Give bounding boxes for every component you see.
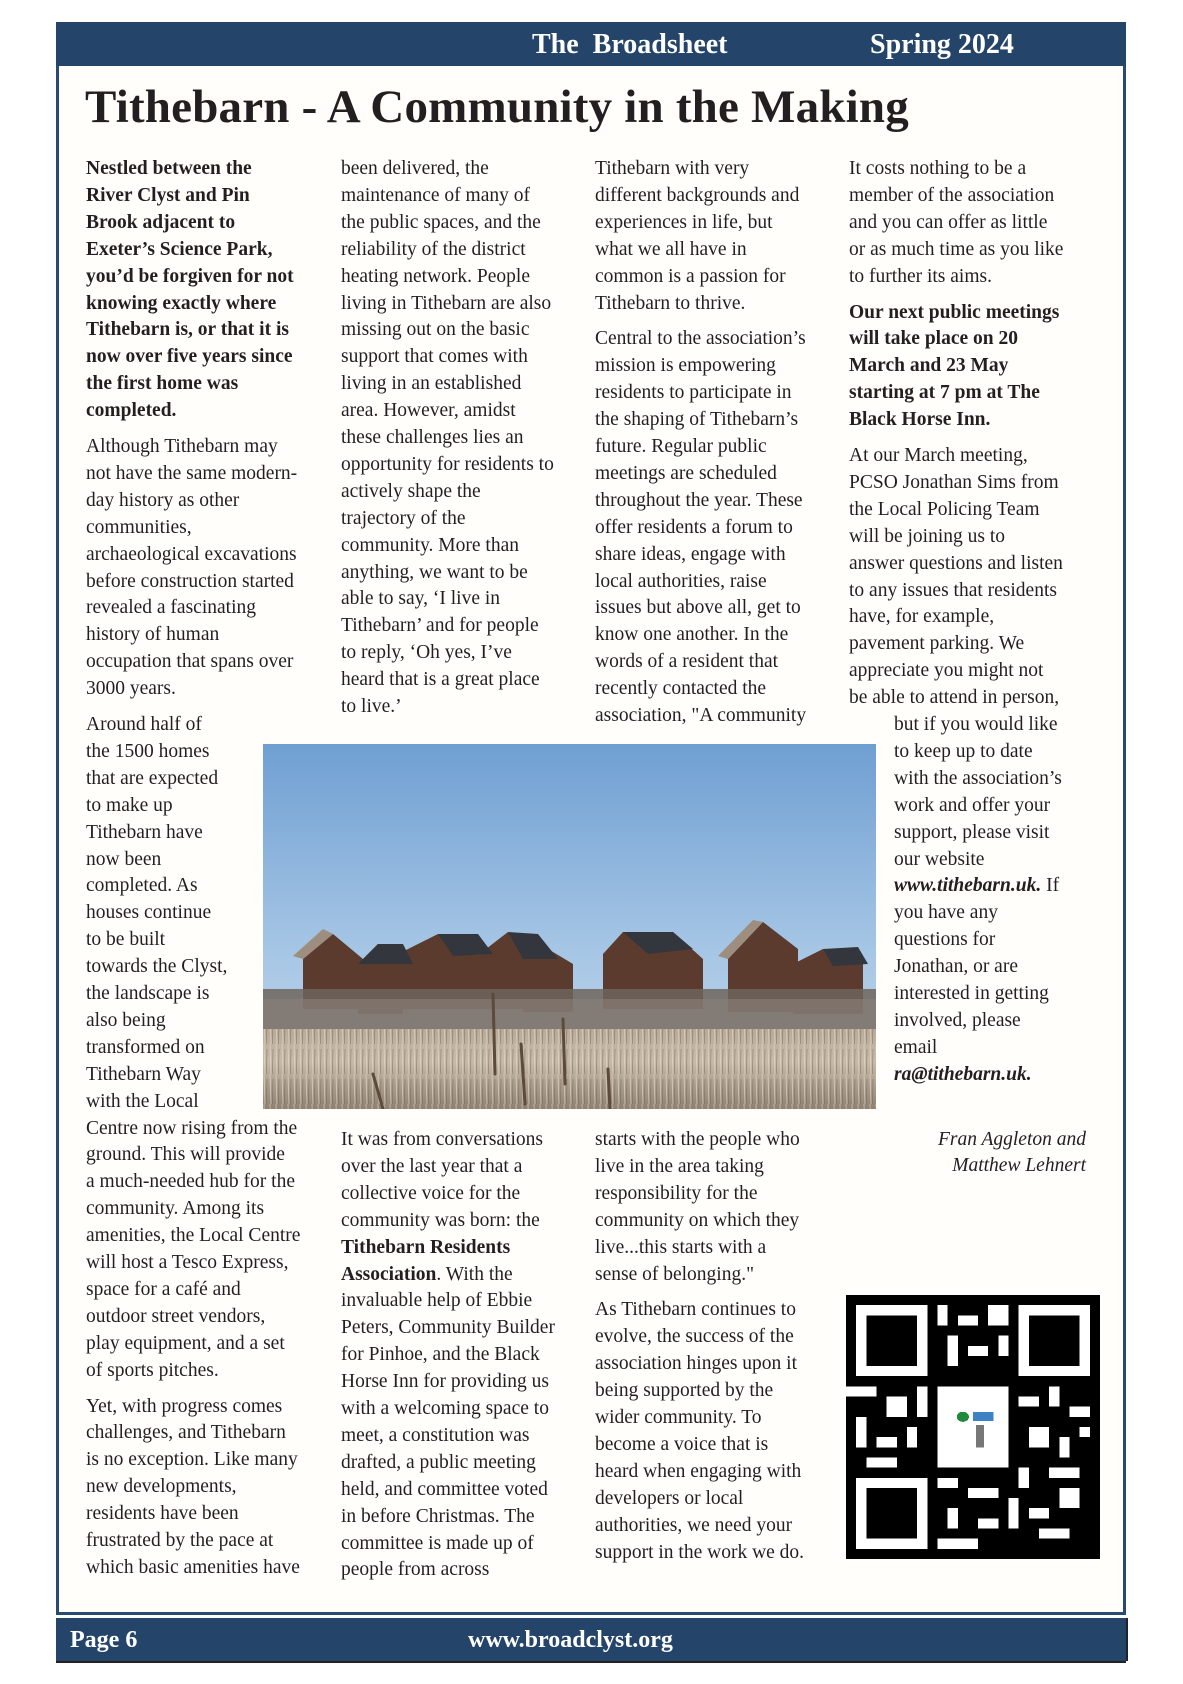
- text-line: will host a Tesco Express,: [86, 1252, 289, 1273]
- text-line: different backgrounds and: [595, 184, 800, 206]
- text-line: support in the work we do.: [595, 1541, 805, 1563]
- text-line: Tithebarn Way: [86, 1063, 201, 1085]
- text-line: Black Horse Inn.: [849, 409, 991, 431]
- text-line: starts with the people who: [595, 1129, 800, 1150]
- text-line: our website: [894, 848, 985, 870]
- text-line: know one another. In the: [595, 624, 789, 646]
- text-line: challenges, and Tithebarn: [86, 1422, 286, 1444]
- text-line: will be joining us to: [849, 525, 1005, 547]
- text-line: work and offer your: [894, 794, 1051, 816]
- text-line: community. Among its: [86, 1198, 265, 1220]
- text-line: frustrated by the pace at: [86, 1530, 274, 1551]
- text-line: Nestled between the: [86, 158, 252, 179]
- text-line: appreciate you might not: [849, 660, 1044, 682]
- text-line: to make up: [86, 794, 173, 816]
- text-line: space for a café and: [86, 1278, 241, 1300]
- text-line: to live.’: [341, 696, 402, 717]
- text-line: the shaping of Tithebarn’s: [595, 409, 799, 431]
- text-line: interested in getting: [894, 983, 1049, 1004]
- text-line: Centre now rising from the: [86, 1117, 298, 1139]
- page-number: Page 6: [70, 1627, 138, 1653]
- text-line: share ideas, engage with: [595, 543, 786, 565]
- text-line: mission is empowering: [595, 355, 776, 377]
- publication-name: The Broadsheet: [532, 29, 728, 60]
- text-line: become a voice that is: [595, 1433, 769, 1455]
- text-line: Tithebarn’ and for people: [341, 615, 539, 637]
- text-line: pavement parking. We: [849, 633, 1025, 655]
- text-line: to reply, ‘Oh yes, I’ve: [341, 642, 512, 664]
- text-line: the first home was: [86, 373, 239, 395]
- text-line: with the association’s: [894, 767, 1062, 789]
- text-line: what we all have in: [595, 238, 747, 260]
- text-line[interactable]: www.tithebarn.uk. If: [894, 875, 1060, 897]
- text-line: over the last year that a: [341, 1155, 523, 1177]
- text-line: missing out on the basic: [341, 319, 530, 341]
- text-line: meet, a constitution was: [341, 1424, 530, 1446]
- text-line: community was born: the: [341, 1209, 540, 1231]
- text-line: day history as other: [86, 489, 240, 511]
- text-line: area. However, amidst: [341, 400, 516, 422]
- text-line: wider community. To: [595, 1407, 762, 1428]
- text-line: experiences in life, but: [595, 211, 773, 233]
- text-line: association, "A community: [595, 705, 807, 726]
- text-line: answer questions and listen: [849, 552, 1063, 574]
- text-line: Although Tithebarn may: [86, 436, 278, 457]
- text-line: offer residents a forum to: [595, 516, 793, 538]
- text-line: occupation that spans over: [86, 651, 294, 673]
- text-line: heard when engaging with: [595, 1460, 802, 1482]
- text-line[interactable]: ra@tithebarn.uk.: [894, 1063, 1032, 1085]
- text-line: trajectory of the: [341, 507, 466, 529]
- text-line: is no exception. Like many: [86, 1449, 298, 1471]
- text-line: heating network. People: [341, 265, 530, 287]
- text-line: community on which they: [595, 1209, 800, 1231]
- text-line: developers or local: [595, 1487, 744, 1509]
- text-line: not have the same modern-: [86, 462, 298, 484]
- text-line: amenities, the Local Centre: [86, 1225, 301, 1247]
- text-line: responsibility for the: [595, 1182, 758, 1204]
- text-line: live...this starts with a: [595, 1236, 767, 1258]
- text-line: Tithebarn Residents: [341, 1236, 511, 1258]
- text-line: and you can offer as little: [849, 211, 1048, 233]
- text-line: support that comes with: [341, 346, 528, 368]
- text-line: reliability of the district: [341, 238, 526, 260]
- text-line: email: [894, 1036, 938, 1058]
- text-line: the public spaces, and the: [341, 211, 541, 233]
- text-line: transformed on: [86, 1036, 205, 1058]
- text-line: also being: [86, 1009, 166, 1031]
- text-line: starting at 7 pm at The: [849, 382, 1040, 404]
- text-line: new developments,: [86, 1476, 237, 1498]
- text-line: opportunity for residents to: [341, 453, 554, 475]
- author-line-2: Matthew Lehnert: [952, 1155, 1086, 1176]
- text-line: play equipment, and a set: [86, 1332, 285, 1354]
- text-line: Peters, Community Builder: [341, 1317, 555, 1339]
- text-line: these challenges lies an: [341, 427, 524, 448]
- text-line: you have any: [894, 902, 998, 924]
- text-line: Tithebarn to thrive.: [595, 292, 746, 314]
- text-line: outdoor street vendors,: [86, 1305, 266, 1327]
- text-line: a much-needed hub for the: [86, 1171, 295, 1193]
- text-line: Around half of: [86, 714, 202, 735]
- qr-code[interactable]: [846, 1295, 1100, 1559]
- text-line: to any issues that residents: [849, 579, 1057, 601]
- text-line: At our March meeting,: [849, 445, 1028, 466]
- text-line: committee is made up of: [341, 1532, 534, 1554]
- text-line: local authorities, raise: [595, 570, 767, 592]
- text-line: archaeological excavations: [86, 543, 297, 565]
- text-line: PCSO Jonathan Sims from: [849, 471, 1059, 493]
- article-title: Tithebarn - A Community in the Making: [85, 81, 909, 133]
- text-line: evolve, the success of the: [595, 1326, 794, 1348]
- text-line: history of human: [86, 624, 220, 646]
- text-line: support, please visit: [894, 821, 1050, 843]
- text-line: before construction started: [86, 570, 294, 592]
- text-line: held, and committee voted: [341, 1478, 548, 1500]
- text-line: Our next public meetings: [849, 301, 1060, 323]
- text-line: the Local Policing Team: [849, 498, 1040, 520]
- text-line: Central to the association’s: [595, 328, 806, 350]
- text-line: issues but above all, get to: [595, 597, 801, 619]
- text-line: maintenance of many of: [341, 184, 530, 206]
- text-line: communities,: [86, 516, 192, 538]
- text-line: It was from conversations: [341, 1129, 543, 1150]
- text-line: houses continue: [86, 902, 212, 924]
- text-line: Tithebarn is, or that it is: [86, 319, 289, 341]
- text-line: now been: [86, 848, 162, 870]
- text-line: in before Christmas. The: [341, 1505, 535, 1527]
- text-line: heard that is a great place: [341, 669, 540, 691]
- text-line: ground. This will provide: [86, 1144, 285, 1166]
- text-line: able to say, ‘I live in: [341, 588, 501, 610]
- text-line: with a welcoming space to: [341, 1398, 549, 1419]
- text-line: recently contacted the: [595, 678, 767, 700]
- text-line: people from across: [341, 1559, 490, 1581]
- text-line: association hinges upon it: [595, 1353, 798, 1375]
- text-line: Tithebarn with very: [595, 158, 750, 179]
- text-line: Brook adjacent to: [86, 211, 236, 233]
- text-line: but if you would like: [894, 714, 1058, 735]
- text-line: towards the Clyst,: [86, 956, 228, 978]
- text-line: completed.: [86, 400, 177, 422]
- text-line: to further its aims.: [849, 265, 992, 287]
- text-line: March and 23 May: [849, 355, 1009, 377]
- text-line: words of a resident that: [595, 651, 779, 673]
- author-line-1: Fran Aggleton and: [937, 1129, 1086, 1150]
- text-line: collective voice for the: [341, 1182, 521, 1204]
- text-line: now over five years since: [86, 346, 293, 368]
- text-line: 3000 years.: [86, 678, 176, 700]
- text-line: residents have been: [86, 1503, 239, 1525]
- text-line: Association. With the: [341, 1263, 513, 1285]
- text-line: actively shape the: [341, 480, 481, 502]
- text-line: will take place on 20: [849, 328, 1018, 350]
- text-line: throughout the year. These: [595, 489, 803, 511]
- text-line: member of the association: [849, 184, 1055, 206]
- text-line: of sports pitches.: [86, 1359, 219, 1381]
- text-line: Tithebarn have: [86, 821, 203, 843]
- text-line: sense of belonging.": [595, 1263, 755, 1285]
- text-line: involved, please: [894, 1009, 1021, 1031]
- text-line: knowing exactly where: [86, 292, 277, 314]
- text-line: authorities, we need your: [595, 1514, 793, 1536]
- text-line: meetings are scheduled: [595, 462, 777, 484]
- text-line: invaluable help of Ebbie: [341, 1290, 533, 1312]
- text-line: being supported by the: [595, 1380, 774, 1402]
- text-line: Yet, with progress comes: [86, 1395, 283, 1417]
- text-line: the 1500 homes: [86, 740, 210, 762]
- text-line: living in an established: [341, 373, 522, 395]
- text-line: Horse Inn for providing us: [341, 1371, 549, 1393]
- text-line: revealed a fascinating: [86, 597, 256, 619]
- text-line: Exeter’s Science Park,: [86, 238, 273, 260]
- text-line: questions for: [894, 929, 996, 951]
- text-line: living in Tithebarn are also: [341, 292, 552, 314]
- text-line: River Clyst and Pin: [86, 184, 250, 206]
- text-line: been delivered, the: [341, 158, 489, 179]
- text-line: be able to attend in person,: [849, 687, 1060, 709]
- text-line: drafted, a public meeting: [341, 1451, 536, 1473]
- text-line: future. Regular public: [595, 436, 767, 457]
- issue-date: Spring 2024: [870, 29, 1014, 60]
- text-line: residents to participate in: [595, 382, 792, 404]
- text-line: common is a passion for: [595, 265, 786, 287]
- footer-website-link[interactable]: www.broadclyst.org: [468, 1627, 673, 1653]
- text-line: or as much time as you like: [849, 238, 1064, 260]
- tithebarn-landscape-image: [263, 744, 876, 1109]
- text-line: anything, we want to be: [341, 561, 528, 583]
- text-line: community. More than: [341, 534, 519, 556]
- text-line: have, for example,: [849, 606, 995, 628]
- text-line: the landscape is: [86, 983, 210, 1004]
- text-line: which basic amenities have: [86, 1556, 300, 1578]
- text-line: It costs nothing to be a: [849, 158, 1027, 179]
- text-line: that are expected: [86, 767, 219, 789]
- text-line: Jonathan, or are: [894, 956, 1018, 978]
- article-photo: [263, 744, 876, 1109]
- text-line: for Pinhoe, and the Black: [341, 1344, 540, 1366]
- text-line: to be built: [86, 929, 166, 951]
- text-line: you’d be forgiven for not: [86, 265, 294, 287]
- text-line: As Tithebarn continues to: [595, 1299, 796, 1321]
- text-line: completed. As: [86, 875, 198, 897]
- text-line: to keep up to date: [894, 740, 1033, 762]
- qr-code-icon: [846, 1295, 1100, 1559]
- text-line: with the Local: [86, 1090, 199, 1112]
- text-line: live in the area taking: [595, 1155, 764, 1177]
